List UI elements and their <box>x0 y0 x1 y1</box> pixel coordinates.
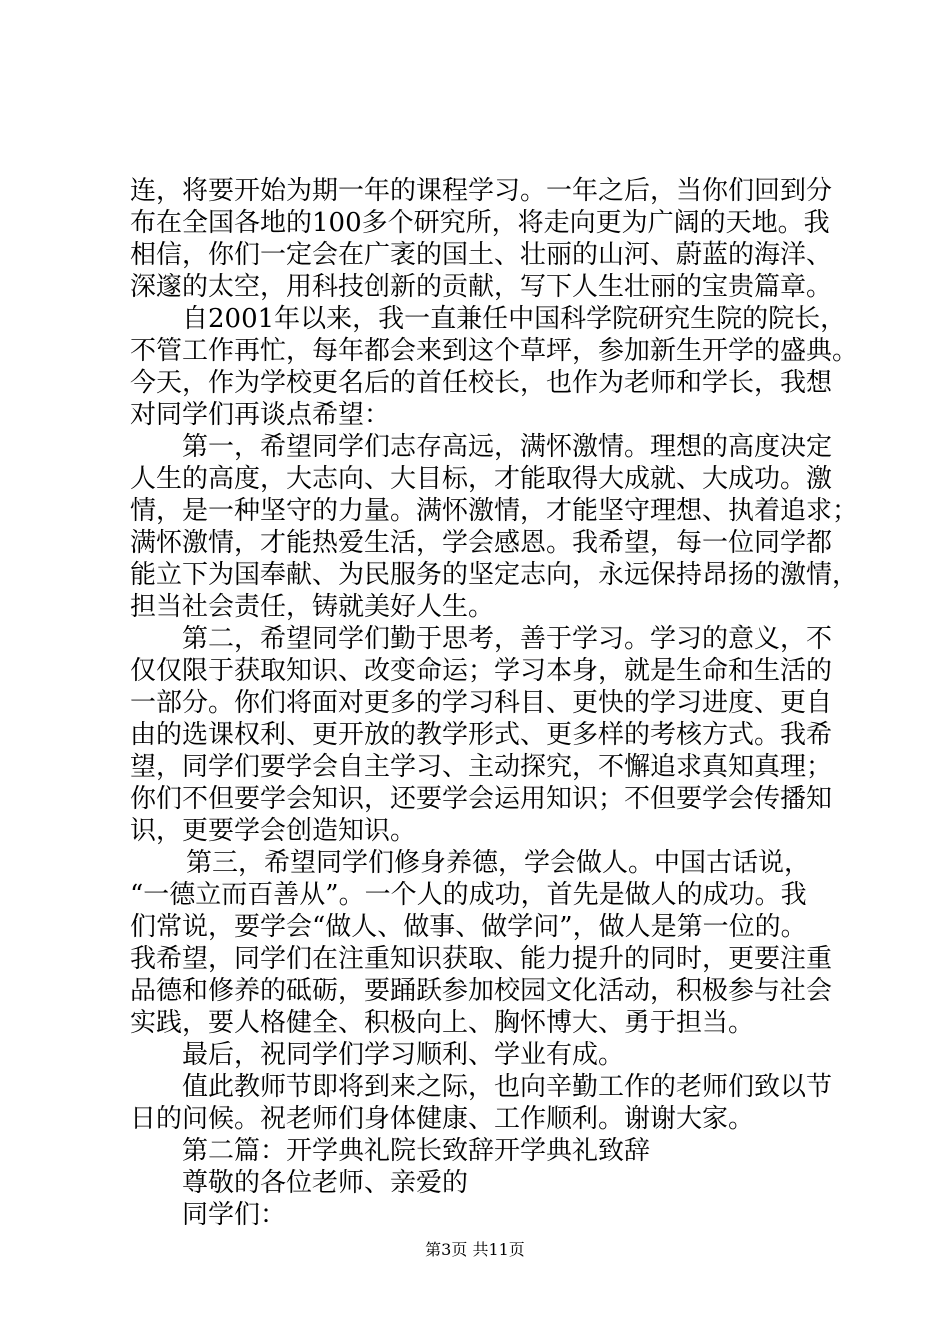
body-line: 今天，作为学校更名后的首任校长，也作为老师和学长，我想 <box>130 368 833 398</box>
paragraph-start-line: 最后，祝同学们学习顺利、学业有成。 <box>182 1040 625 1070</box>
salutation-line: 同学们： <box>182 1200 287 1230</box>
page-number-footer: 第3页 共11页 <box>425 1240 525 1259</box>
section-heading: 第二篇：开学典礼院长致辞开学典礼致辞 <box>182 1136 651 1166</box>
body-line: 品德和修养的砥砺，要踊跃参加校园文化活动，积极参与社会 <box>130 976 833 1006</box>
body-line: 不管工作再忙，每年都会来到这个草坪，参加新生开学的盛典。 <box>130 336 859 366</box>
body-line: 情，是一种坚守的力量。满怀激情，才能坚守理想、执着追求； <box>130 496 859 526</box>
paragraph-start-line: 第二，希望同学们勤于思考，善于学习。学习的意义，不 <box>182 624 833 654</box>
paragraph-start-line: 第三，希望同学们修身养德，学会做人。中国古话说， <box>186 848 811 878</box>
body-line: 识，更要学会创造知识。 <box>130 816 417 846</box>
body-line: 由的选课权利、更开放的教学形式、更多样的考核方式。我希 <box>130 720 833 750</box>
body-line: 你们不但要学会知识，还要学会运用知识；不但要学会传播知 <box>130 784 833 814</box>
body-line: 我希望，同学们在注重知识获取、能力提升的同时，更要注重 <box>130 944 833 974</box>
body-line: 仅仅限于获取知识、改变命运；学习本身，就是生命和生活的 <box>130 656 833 686</box>
salutation-line: 尊敬的各位老师、亲爱的 <box>182 1168 469 1198</box>
body-line: 相信，你们一定会在广袤的国土、壮丽的山河、蔚蓝的海洋、 <box>130 240 833 270</box>
body-line: 人生的高度，大志向、大目标，才能取得大成就、大成功。激 <box>130 464 833 494</box>
body-line: 深邃的太空，用科技创新的贡献，写下人生壮丽的宝贵篇章。 <box>130 272 833 302</box>
body-line: 实践，要人格健全、积极向上、胸怀博大、勇于担当。 <box>130 1008 755 1038</box>
body-line: 一部分。你们将面对更多的学习科目、更快的学习进度、更自 <box>130 688 833 718</box>
body-line: 担当社会责任，铸就美好人生。 <box>130 592 495 622</box>
body-line: 日的问候。祝老师们身体健康、工作顺利。谢谢大家。 <box>130 1104 755 1134</box>
body-line: 满怀激情，才能热爱生活，学会感恩。我希望，每一位同学都 <box>130 528 833 558</box>
body-line: “一德立而百善从”。一个人的成功，首先是做人的成功。我 <box>130 880 807 910</box>
body-line: 对同学们再谈点希望： <box>130 400 391 430</box>
paragraph-start-line: 值此教师节即将到来之际，也向辛勤工作的老师们致以节 <box>182 1072 833 1102</box>
body-line: 望，同学们要学会自主学习、主动探究，不懈追求真知真理； <box>130 752 833 782</box>
paragraph-start-line: 自2001年以来，我一直兼任中国科学院研究生院的院长， <box>182 304 847 334</box>
body-line: 连，将要开始为期一年的课程学习。一年之后，当你们回到分 <box>130 176 833 206</box>
body-line: 们常说，要学会“做人、做事、做学问”，做人是第一位的。 <box>130 912 807 942</box>
body-line: 布在全国各地的100多个研究所，将走向更为广阔的天地。我 <box>130 208 830 238</box>
body-line: 能立下为国奉献、为民服务的坚定志向，永远保持昂扬的激情， <box>130 560 859 590</box>
paragraph-start-line: 第一，希望同学们志存高远，满怀激情。理想的高度决定 <box>182 432 833 462</box>
